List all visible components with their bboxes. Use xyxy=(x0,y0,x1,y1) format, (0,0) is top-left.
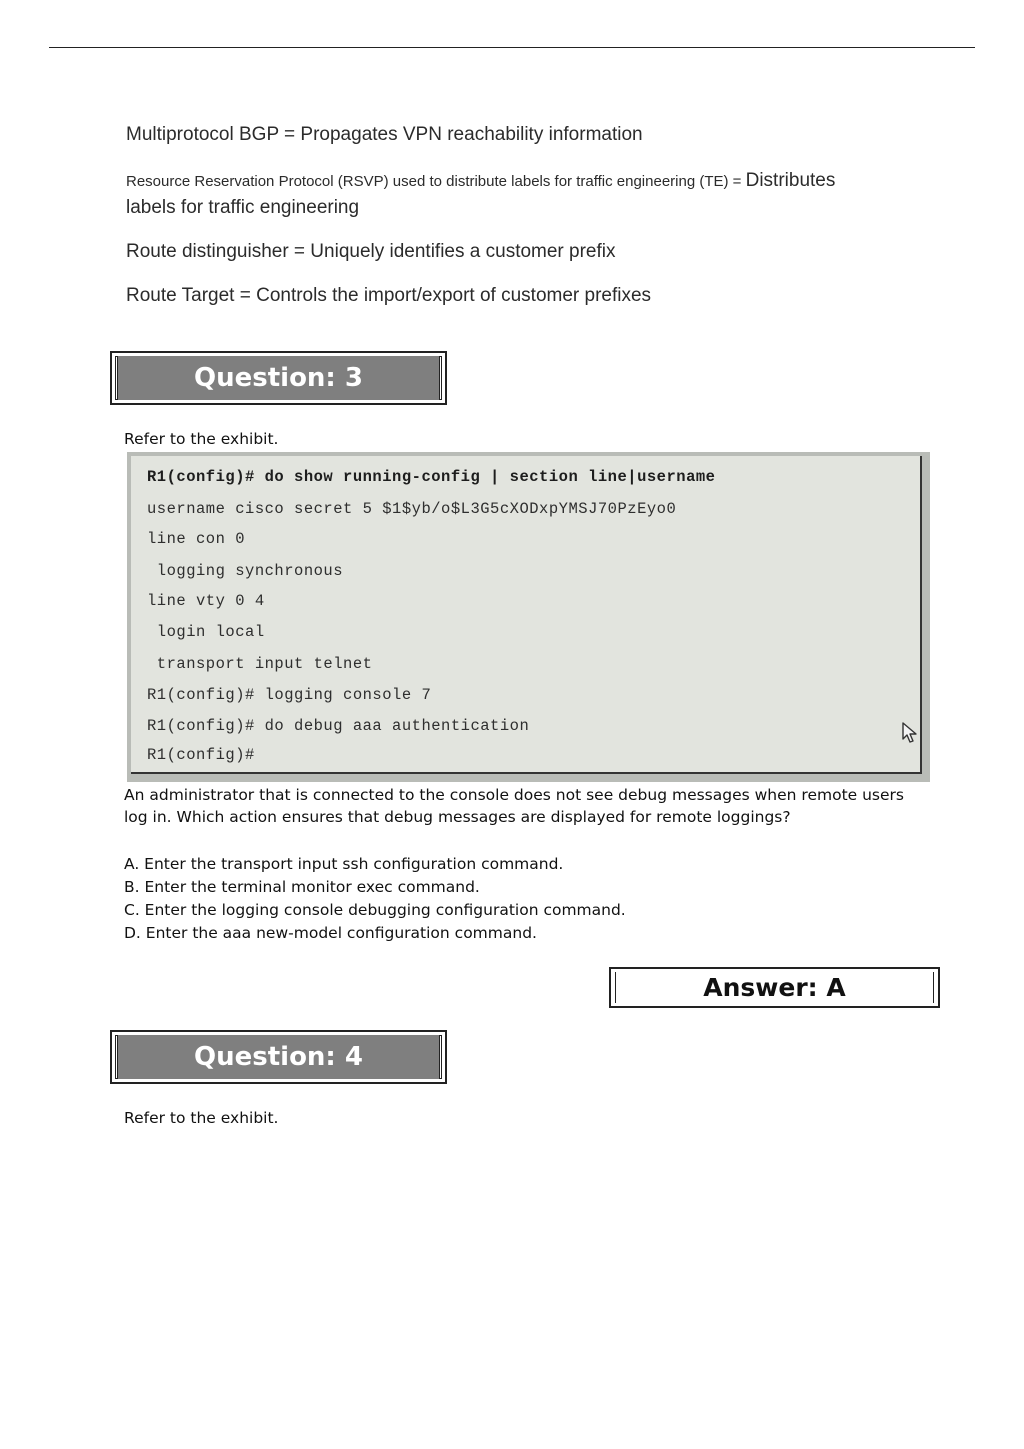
answer-box xyxy=(609,967,940,1008)
option-b: B. Enter the terminal monitor exec command. xyxy=(124,878,480,896)
cli-exhibit xyxy=(127,452,930,782)
question-4-heading: Question: 4 xyxy=(194,1042,363,1072)
question-3-prompt-line-1: An administrator that is connected to the console does not see debug messages when remote users xyxy=(124,786,904,804)
definition-rsvp-value: Distributes xyxy=(745,170,836,191)
cli-line: R1(config)# xyxy=(147,746,255,764)
option-c: C. Enter the logging console debugging configuration command. xyxy=(124,901,626,919)
question-4-heading-box xyxy=(110,1030,447,1084)
cli-line: line con 0 xyxy=(147,530,246,548)
header-rule xyxy=(49,47,975,48)
option-a: A. Enter the transport input ssh configuration command. xyxy=(124,855,564,873)
cli-line: line vty 0 4 xyxy=(147,592,265,610)
definition-rsvp-term: Resource Reservation Protocol (RSVP) used to distribute labels for traffic engineering (TE) = xyxy=(126,173,742,190)
definition-route-distinguisher: Route distinguisher = Uniquely identifies a customer prefix xyxy=(126,241,616,262)
cli-line: R1(config)# do debug aaa authentication xyxy=(147,717,530,735)
cli-line: R1(config)# logging console 7 xyxy=(147,686,432,704)
cli-line: username cisco secret 5 $1$yb/o$L3G5cXODxpYMSJ70PzEyo0 xyxy=(147,500,677,518)
cli-line: login local xyxy=(147,623,265,641)
option-d: D. Enter the aaa new-model configuration command. xyxy=(124,924,537,942)
definition-route-target: Route Target = Controls the import/export of customer prefixes xyxy=(126,285,652,306)
cli-line: transport input telnet xyxy=(147,655,373,673)
mouse-pointer-icon xyxy=(901,722,919,744)
definition-rsvp-continued: labels for traffic engineering xyxy=(126,197,360,218)
question-4-intro: Refer to the exhibit. xyxy=(124,1109,279,1127)
question-3-heading: Question: 3 xyxy=(194,363,363,393)
question-3-heading-box xyxy=(110,351,447,405)
question-3-intro: Refer to the exhibit. xyxy=(124,430,279,448)
cli-line: logging synchronous xyxy=(147,562,344,580)
definition-mp-bgp: Multiprotocol BGP = Propagates VPN reachability information xyxy=(126,124,643,145)
cli-screen xyxy=(131,456,922,774)
definition-rsvp xyxy=(126,170,835,192)
answer-label: Answer: A xyxy=(703,973,846,1002)
question-3-prompt-line-2: log in. Which action ensures that debug messages are displayed for remote loggings? xyxy=(124,808,791,826)
cli-line: R1(config)# do show running-config | section line|username xyxy=(147,468,716,486)
